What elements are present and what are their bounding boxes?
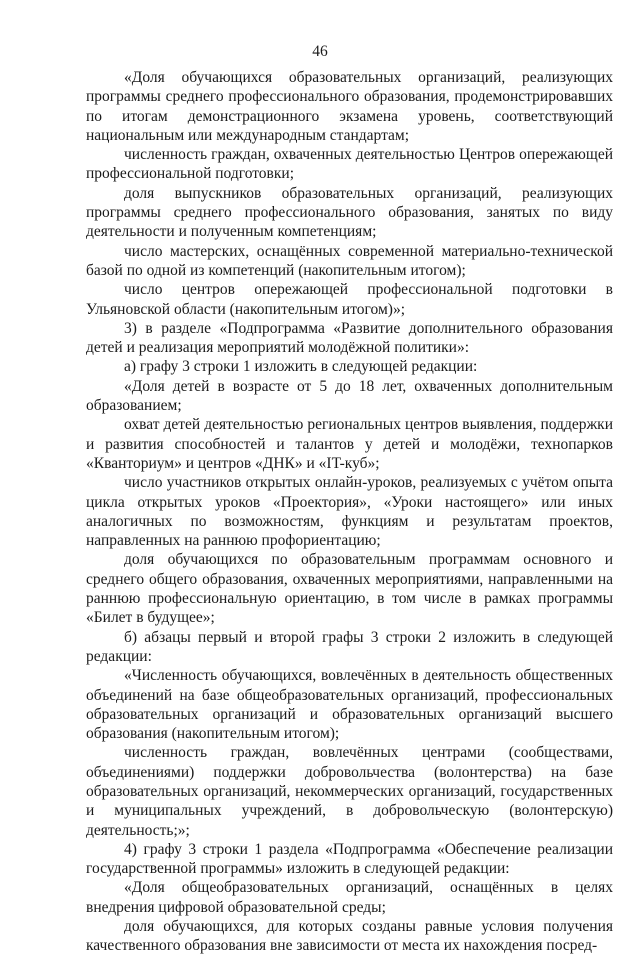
paragraph: доля выпускников образовательных организаций, реализующих программы среднего профессионального образования, занятых по виду деятельности и полученным компетенциям; bbox=[86, 184, 613, 241]
page-number: 46 bbox=[312, 43, 328, 60]
paragraph: 3) в разделе «Подпрограмма «Развитие дополнительного образования детей и реализация мероприятий молодёжной политики»: bbox=[86, 319, 613, 357]
paragraph: «Доля общеобразовательных организаций, оснащённых в целях внедрения цифровой образовательной среды; bbox=[86, 879, 613, 916]
paragraph: число участников открытых онлайн-уроков, реализуемых с учётом опыта цикла открытых уроков «Проектория», «Уроки настоящего» или иных аналогичных по возможностям, функциям и результатам проектов, направленных на раннюю профориентацию; bbox=[86, 474, 613, 550]
paragraph: численность граждан, охваченных деятельностью Центров опережающей профессиональной подготовки; bbox=[86, 146, 613, 183]
paragraph: 4) графу 3 строки 1 раздела «Подпрограмма «Обеспечение реализации государственной программы» изложить в следующей редакции: bbox=[86, 840, 613, 878]
paragraph: «Доля детей в возрасте от 5 до 18 лет, охваченных дополнительным образованием; bbox=[86, 377, 613, 415]
paragraph: а) графу 3 строки 1 изложить в следующей редакции: bbox=[124, 358, 478, 376]
paragraph: число центров опережающей профессиональной подготовки в Ульяновской области (накопительным итогом)»; bbox=[86, 281, 613, 318]
paragraph: число мастерских, оснащённых современной материально-технической базой по одной из компетенций (накопительным итогом); bbox=[86, 242, 613, 279]
paragraph: б) абзацы первый и второй графы 3 строки 2 изложить в следующей редакции: bbox=[86, 628, 613, 665]
paragraph: «Численность обучающихся, вовлечённых в деятельность общественных объединений на базе общеобразовательных организаций, профессиональных образовательных организаций и образовательных организаций высшего образования (накопительным итогом); bbox=[86, 667, 613, 743]
document-body bbox=[86, 68, 613, 956]
paragraph: «Доля обучающихся образовательных организаций, реализующих программы среднего профессионального образования, продемонстрировавших по итогам демонстрационного экзамена уровень, соответствующий национальным или международным стандартам; bbox=[86, 69, 613, 144]
paragraph: охват детей деятельностью региональных центров выявления, поддержки и развития способностей и талантов у детей и молодёжи, технопарков «Кванториум» и центров «ДНК» и «IT-куб»; bbox=[86, 416, 613, 472]
paragraph: доля обучающихся, для которых созданы равные условия получения качественного образования вне зависимости от места их нахождения посред- bbox=[86, 918, 613, 955]
paragraph: численность граждан, вовлечённых центрами (сообществами, объединениями) поддержки добровольчества (волонтерства) на базе образовательных организаций, некоммерческих организаций, государственных и муниципальных учреждений, в добровольческую (волонтерскую) деятельность;»; bbox=[86, 744, 613, 839]
paragraph: доля обучающихся по образовательным программам основного и среднего общего образования, охваченных мероприятиями, направленными на раннюю профессиональную ориентацию, в том числе в рамках программы «Билет в будущее»; bbox=[86, 551, 613, 627]
